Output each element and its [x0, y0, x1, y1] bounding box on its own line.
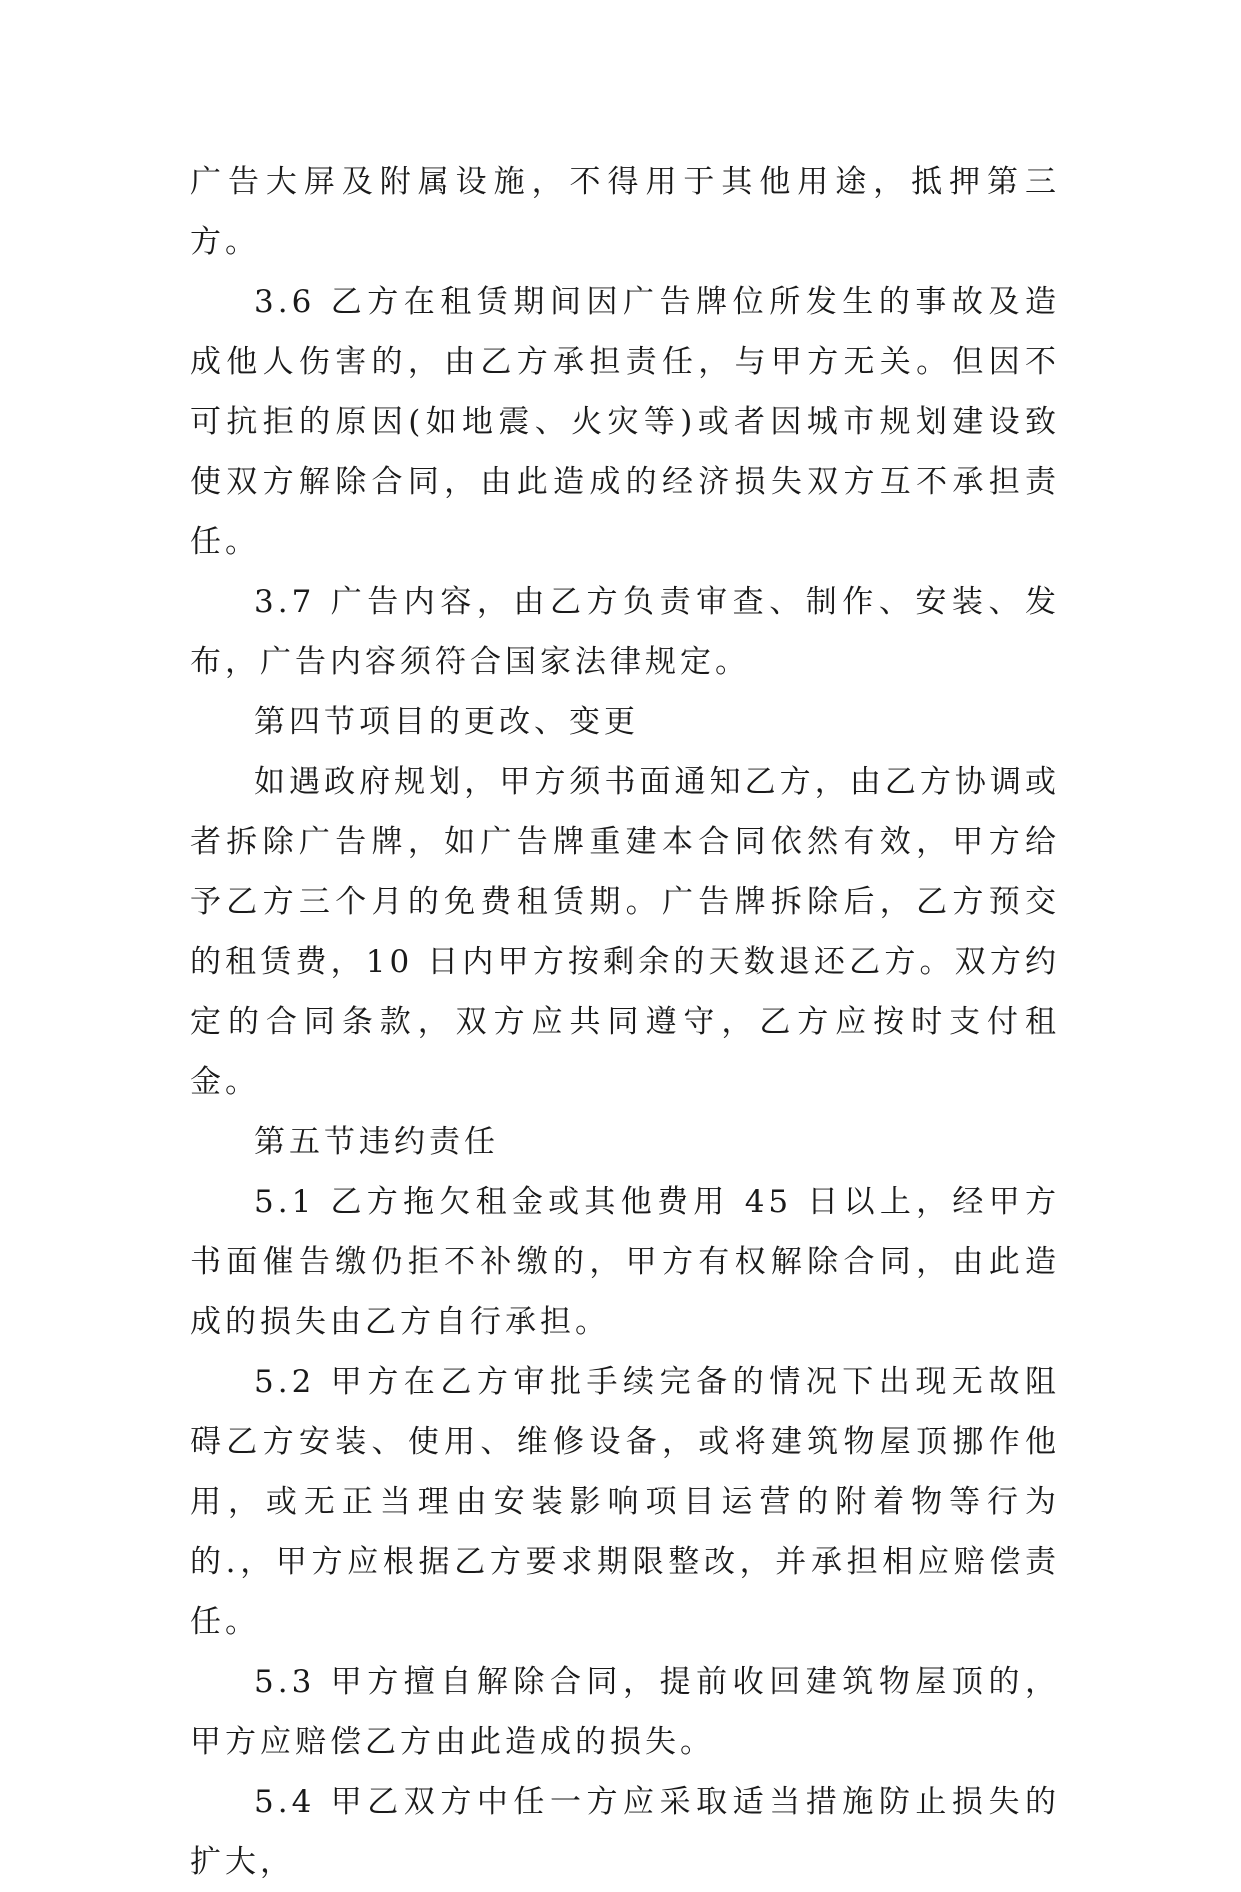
- document-page: [190, 152, 1060, 1892]
- clause-3-6: 3.6 乙方在租赁期间因广告牌位所发生的事故及造成他人伤害的，由乙方承担责任，与甲方无关。但因不可抗拒的原因(如地震、火灾等)或者因城市规划建设致使双方解除合同，由此造成的经济损失双方互不承担责任。: [190, 284, 1060, 560]
- paragraph-continuation: 广告大屏及附属设施，不得用于其他用途，抵押第三方。: [190, 164, 1060, 260]
- clause-5-3: 5.3 甲方擅自解除合同，提前收回建筑物屋顶的，甲方应赔偿乙方由此造成的损失。: [190, 1664, 1060, 1760]
- section-heading-4: 第四节项目的更改、变更: [254, 704, 639, 740]
- clause-5-1: 5.1 乙方拖欠租金或其他费用 45 日以上，经甲方书面催告缴仍拒不补缴的，甲方有权解除合同，由此造成的损失由乙方自行承担。: [190, 1184, 1060, 1340]
- clause-5-2: 5.2 甲方在乙方审批手续完备的情况下出现无故阻碍乙方安装、使用、维修设备，或将建筑物屋顶挪作他用，或无正当理由安装影响项目运营的附着物等行为的.，甲方应根据乙方要求期限整改，并承担相应赔偿责任。: [190, 1364, 1060, 1640]
- section-heading-5: 第五节违约责任: [254, 1124, 499, 1160]
- clause-5-4: 5.4 甲乙双方中任一方应采取适当措施防止损失的扩大，: [190, 1784, 1060, 1880]
- paragraph-government-planning: 如遇政府规划，甲方须书面通知乙方，由乙方协调或者拆除广告牌，如广告牌重建本合同依然有效，甲方给予乙方三个月的免费租赁期。广告牌拆除后，乙方预交的租赁费，10 日内甲方按剩余的天数退还乙方。双方约定的合同条款，双方应共同遵守，乙方应按时支付租金。: [190, 764, 1060, 1100]
- clause-3-7: 3.7 广告内容，由乙方负责审查、制作、安装、发布，广告内容须符合国家法律规定。: [190, 584, 1060, 680]
